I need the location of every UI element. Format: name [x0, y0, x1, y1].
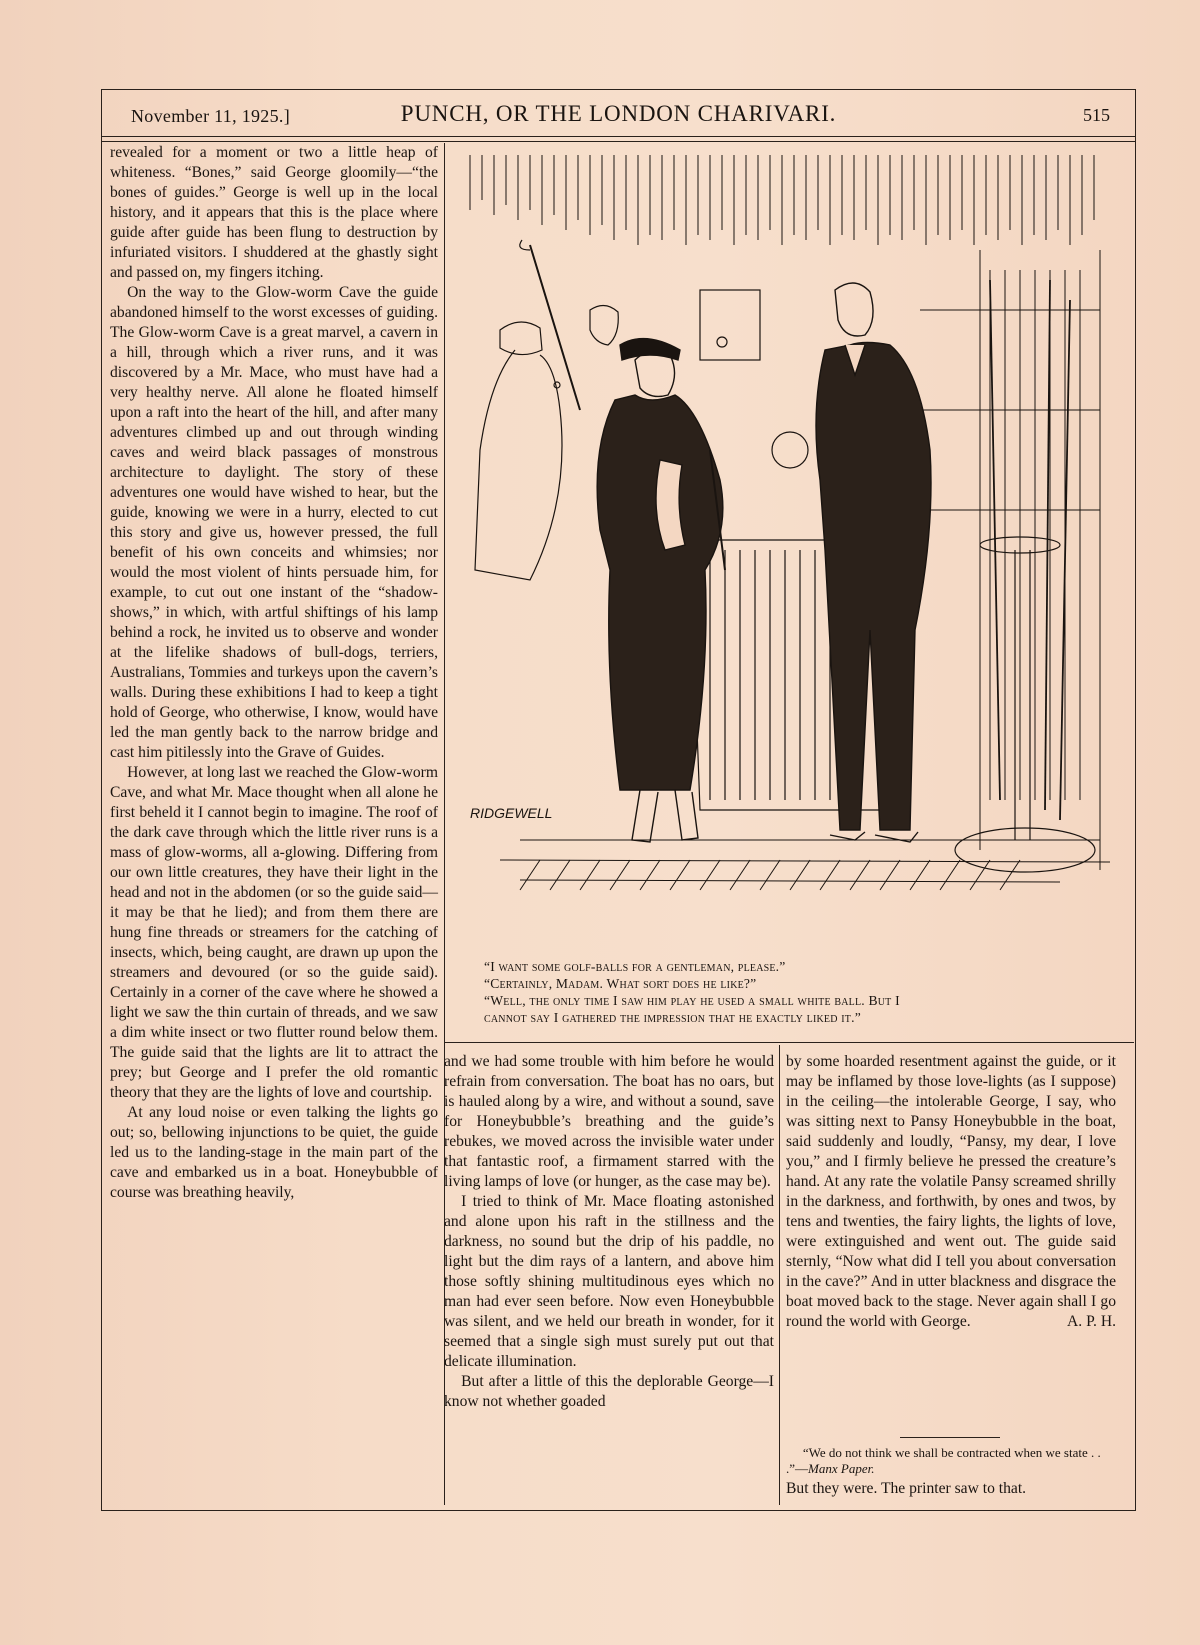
paragraph: However, at long last we reached the Glow-worm Cave, and what Mr. Mace thought when all alone he first beheld it I cannot begin to imagine. The roof of the dark cave through which the little river runs is a mass of glow-worms, all a-glowing. Differing from our own little creatures, they have their light in the head and not in the abdomen (or so the guide said—it may be that he lied); and from them there are hung fine threads or streamers for the catching of insects, which, being caught, are drawn up upon the streamers and devoured (or so the guide said). Certainly in a corner of the cave where he showed a light we saw the thin curtain of threads, and we saw a dim white insect or two flutter round below them. The guide said that the lights are lit to attract the prey; but George and I prefer the old romantic theory that they are the lights of love and courtship. [110, 764, 438, 1101]
artist-signature: RIDGEWELL [470, 805, 553, 821]
paragraph: But after a little of this the deplorable George—I know not whether goaded [444, 1373, 774, 1410]
caption-line: “I want some golf-balls for a gentleman, please.” [484, 959, 786, 974]
article-column-2 [444, 1052, 774, 1412]
filler-reply: But they were. The printer saw to that. [786, 1480, 1027, 1497]
caption-bottom-rule [444, 1042, 1134, 1043]
cartoon-caption [484, 958, 1124, 1026]
golfer-figure [475, 240, 580, 580]
caption-line: “Well, the only time I saw him play he used a small white ball. But I [484, 993, 900, 1008]
article-column-3 [786, 1052, 1116, 1332]
caption-line: “Certainly, Madam. What sort does he like?” [484, 976, 757, 991]
paragraph: and we had some trouble with him before he would refrain from conversation. The boat has no oars, but is hauled along by a wire, and without a sound, save for Honeybubble’s breathing and the guide’s rebukes, we moved across the invisible water under that fantastic roof, a firmament starred with the living lamps of love (or hunger, as the case may be). [444, 1053, 774, 1190]
background-hatching [470, 155, 1094, 245]
cartoon-illustration [460, 150, 1120, 950]
filler-quote-text: “We do not think we shall be contracted when we state . . .”— [786, 1445, 1101, 1476]
page-header [101, 100, 1136, 136]
paragraph: On the way to the Glow-worm Cave the guide abandoned himself to the worst excesses of guiding. The Glow-worm Cave is a great marvel, a cavern in a hill, through which a river runs, and it was discovered by a Mr. Mace, who must have had a very healthy nerve. All alone he floated himself upon a raft into the heart of the hill, and after many adventures climbed up and out through winding caves and weird black passages of monstrous architecture to daylight. The story of these adventures one would have wished to hear, but the guide, knowing we were in a hurry, elected to cut this story and give us, however pressed, the full benefit of his own conceits and whimsies; nor would the most violent of hints persuade him, for example, to cut out one instant of the “shadow-shows,” in which, with artful shiftings of his lamp behind a rock, he invited us to observe and wonder at the lifelike shadows of bull-dogs, terriers, Australians, Tommies and turkeys upon the cavern’s walls. During these exhibitions I had to keep a tight hold of George, who otherwise, I know, would have led the man gently back to the narrow bridge and cast him pitilessly into the Grave of Guides. [110, 284, 438, 761]
issue-date: November 11, 1925.] [131, 106, 290, 126]
filler-source: Manx Paper. [808, 1461, 875, 1476]
filler-quote [786, 1445, 1116, 1477]
club-stand [955, 280, 1095, 872]
paragraph: At any loud noise or even talking the lights go out; so, bellowing injunctions to be quiet, the guide led us to the landing-stage in the main part of the cave and embarked us in a boat. Honeybubble of course was breathing heavily, [110, 1104, 438, 1201]
clerk-face [590, 305, 618, 345]
publication-title: PUNCH, OR THE LONDON CHARIVARI. [400, 101, 837, 126]
article-column-1 [110, 143, 438, 1203]
woman-figure [597, 339, 725, 842]
paragraph-text: by some hoarded resentment against the guide, or it may be inflamed by those love-lights (as I suppose) in the ceiling—the intolerable George, I say, who was sitting next to Pansy Honeybubble in the boat, said suddenly and loudly, “Pansy, my dear, I love you,” and I firmly believe he pressed the creature’s hand. At any rate the volatile Pansy screamed shrilly in the darkness, and forthwith, by ones and twos, by tens and twenties, the fairy lights, the lights of love, were extinguished and went out. The guide said sternly, “Now what did I tell you about conversation in the cave?” And in utter blackness and disgrace the boat moved back to the stage. Never again shall I go round the world with George. [786, 1053, 1116, 1330]
filler-item [786, 1445, 1116, 1499]
wall-box [700, 290, 760, 360]
author-initials: A. P. H. [1067, 1313, 1116, 1330]
paragraph: I tried to think of Mr. Mace floating astonished and alone upon his raft in the stillness and the darkness, no sound but the drip of his paddle, no light but the dim rays of a lantern, and above him those softly shining multitudinous eyes which no man had ever seen before. Now even Honeybubble was silent, and we held our breath in wonder, for it seemed that a single sigh must surely put out that delicate illumination. [444, 1193, 774, 1370]
page-number: 515 [1083, 105, 1110, 125]
floor-hatching [500, 840, 1110, 890]
filler-rule [900, 1437, 1000, 1438]
paragraph [786, 1052, 1116, 1332]
shop-shelves [920, 250, 1100, 870]
column-divider-right [779, 1045, 780, 1505]
caption-line: cannot say I gathered the impression that he exactly liked it.” [484, 1010, 861, 1025]
header-rule-thick [101, 136, 1136, 137]
header-rule-thin [101, 141, 1136, 142]
paragraph: revealed for a moment or two a little heap of whiteness. “Bones,” said George gloomily—“the bones of guides.” George is well up in the local history, and it appears that this is the place where guide after guide has been flung to destruction by infuriated visitors. I shuddered at the ghastly sight and passed on, my fingers itching. [110, 144, 438, 281]
salesman-figure [816, 283, 931, 842]
